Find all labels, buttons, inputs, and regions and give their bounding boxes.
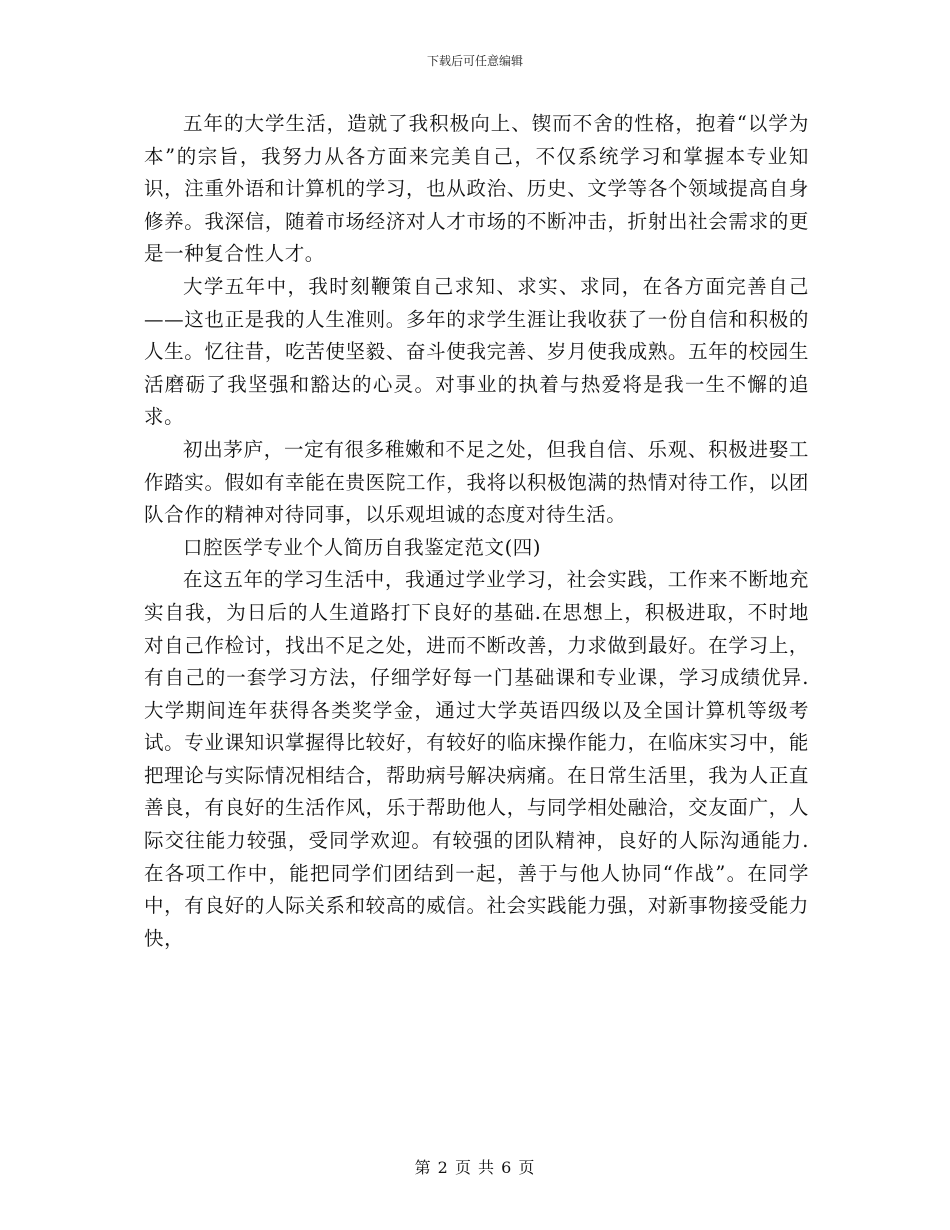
page-number-label: 第 2 页 共 6 页	[414, 1158, 536, 1177]
page-number-footer	[0, 1155, 950, 1178]
paragraph-4: 在这五年的学习生活中，我通过学业学习，社会实践，工作来不断地充实自我，为日后的人生道路打下良好的基础.在思想上，积极进取，不时地对自己作检讨，找出不足之处，进而不断改善，力求做到最好。在学习上，有自己的一套学习方法，仔细学好每一门基础课和专业课，学习成绩优异.大学期间连年获得各类奖学金，通过大学英语四级以及全国计算机等级考试。专业课知识掌握得比较好，有较好的临床操作能力，在临床实习中，能把理论与实际情况相结合，帮助病号解决病痛。在日常生活里，我为人正直善良，有良好的生活作风，乐于帮助他人，与同学相处融洽，交友面广，人际交往能力较强，受同学欢迎。有较强的团队精神，良好的人际沟通能力.在各项工作中，能把同学们团结到一起，善于与他人协同“作战”。在同学中，有良好的人际关系和较高的威信。社会实践能力强，对新事物接受能力快，	[144, 568, 809, 950]
page-header-note: 下载后可任意编辑	[426, 54, 523, 68]
document-body	[144, 108, 809, 955]
paragraph-3: 初出茅庐，一定有很多稚嫩和不足之处，但我自信、乐观、积极进娶工作踏实。假如有幸能在贵医院工作，我将以积极饱满的热情对待工作，以团队合作的精神对待同事，以乐观坦诚的态度对待生活。	[144, 437, 809, 527]
section-heading: 口腔医学专业个人简历自我鉴定范文(四)	[183, 535, 542, 559]
paragraph-2: 大学五年中，我时刻鞭策自己求知、求实、求同，在各方面完善自己——这也正是我的人生准则。多年的求学生涯让我收获了一份自信和积极的人生。忆往昔，吃苦使坚毅、奋斗使我完善、岁月使我成熟。五年的校园生活磨砺了我坚强和豁达的心灵。对事业的执着与热爱将是我一生不懈的追求。	[144, 274, 809, 429]
paragraph-1: 五年的大学生活，造就了我积极向上、锲而不舍的性格，抱着“以学为本”的宗旨，我努力从各方面来完美自己，不仅系统学习和掌握本专业知识，注重外语和计算机的学习，也从政治、历史、文学等各个领域提高自身修养。我深信，随着市场经济对人才市场的不断冲击，折射出社会需求的更是一种复合性人才。	[144, 112, 809, 266]
